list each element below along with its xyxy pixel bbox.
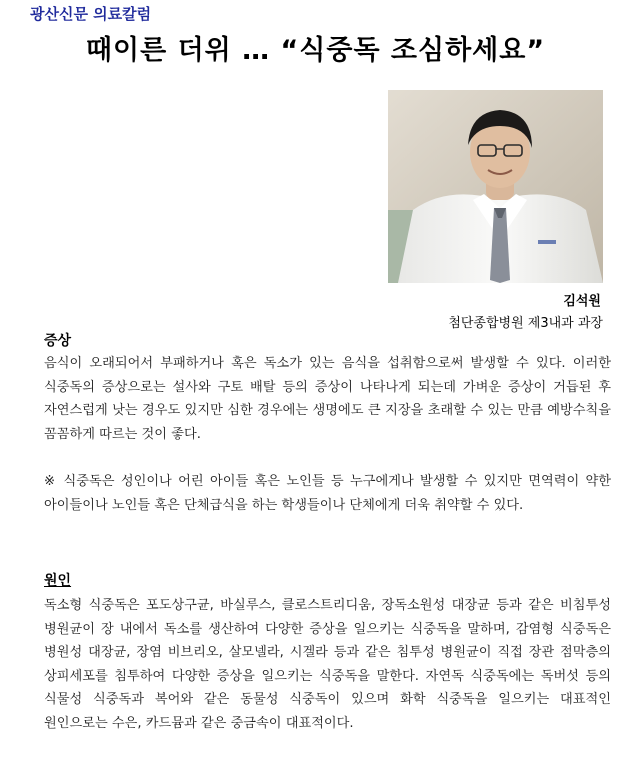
symptoms-note-paragraph: ※ 식중독은 성인이나 어린 아이들 혹은 노인들 등 누구에게나 발생할 수 있지만 면역력이 약한 아이들이나 노인들 혹은 단체급식을 하는 학생들이나 단체에게 더욱 취약할 수 있다. [44,474,611,513]
column-label: 광산신문 의료칼럼 [30,5,152,23]
portrait-illustration [388,90,603,283]
author-portrait-photo [388,90,603,283]
author-name: 김석원 [563,294,601,309]
author-title: 첨단종합병원 제3내과 과장 [448,316,603,331]
section-heading-causes: 원인 [44,573,72,589]
article-headline: 때이른 더위 … “식중독 조심하세요” [85,35,546,66]
causes-paragraph: 독소형 식중독은 포도상구균, 바실루스, 클로스트리디움, 장독소원성 대장균 등과 같은 비침투성 병원균이 장 내에서 독소를 생산하여 다양한 증상을 일으키는 식중독을 말하며, 감염형 식중독은 병원성 대장균, 장염 비브리오, 살모넬라, 시겔라 등과 같은 침투성 병원균이 직접 장관 점막층의 상피세포를 침투하여 다양한 증상을 일으키는 식중독을 말한다. 자연독 식중독에는 독버섯 등의 식물성 식중독과 복어와 같은 동물성 식중독이 있으며 화학 식중독을 일으키는 대표적인 원인으로는 수은, 카드뮴과 같은 중금속이 대표적이다. [44,598,611,731]
section-heading-symptoms: 증상 [44,333,72,349]
symptoms-paragraph: 음식이 오래되어서 부패하거나 혹은 독소가 있는 음식을 섭취함으로써 발생할 수 있다. 이러한 식중독의 증상으로는 설사와 구토 배탈 등의 증상이 나타나게 되는데 가벼운 증상이 거듭된 후 자연스럽게 낫는 경우도 있지만 심한 경우에는 생명에도 큰 지장을 초래할 수 있는 만큼 예방수칙을 꼼꼼하게 따르는 것이 좋다. [44,356,611,442]
